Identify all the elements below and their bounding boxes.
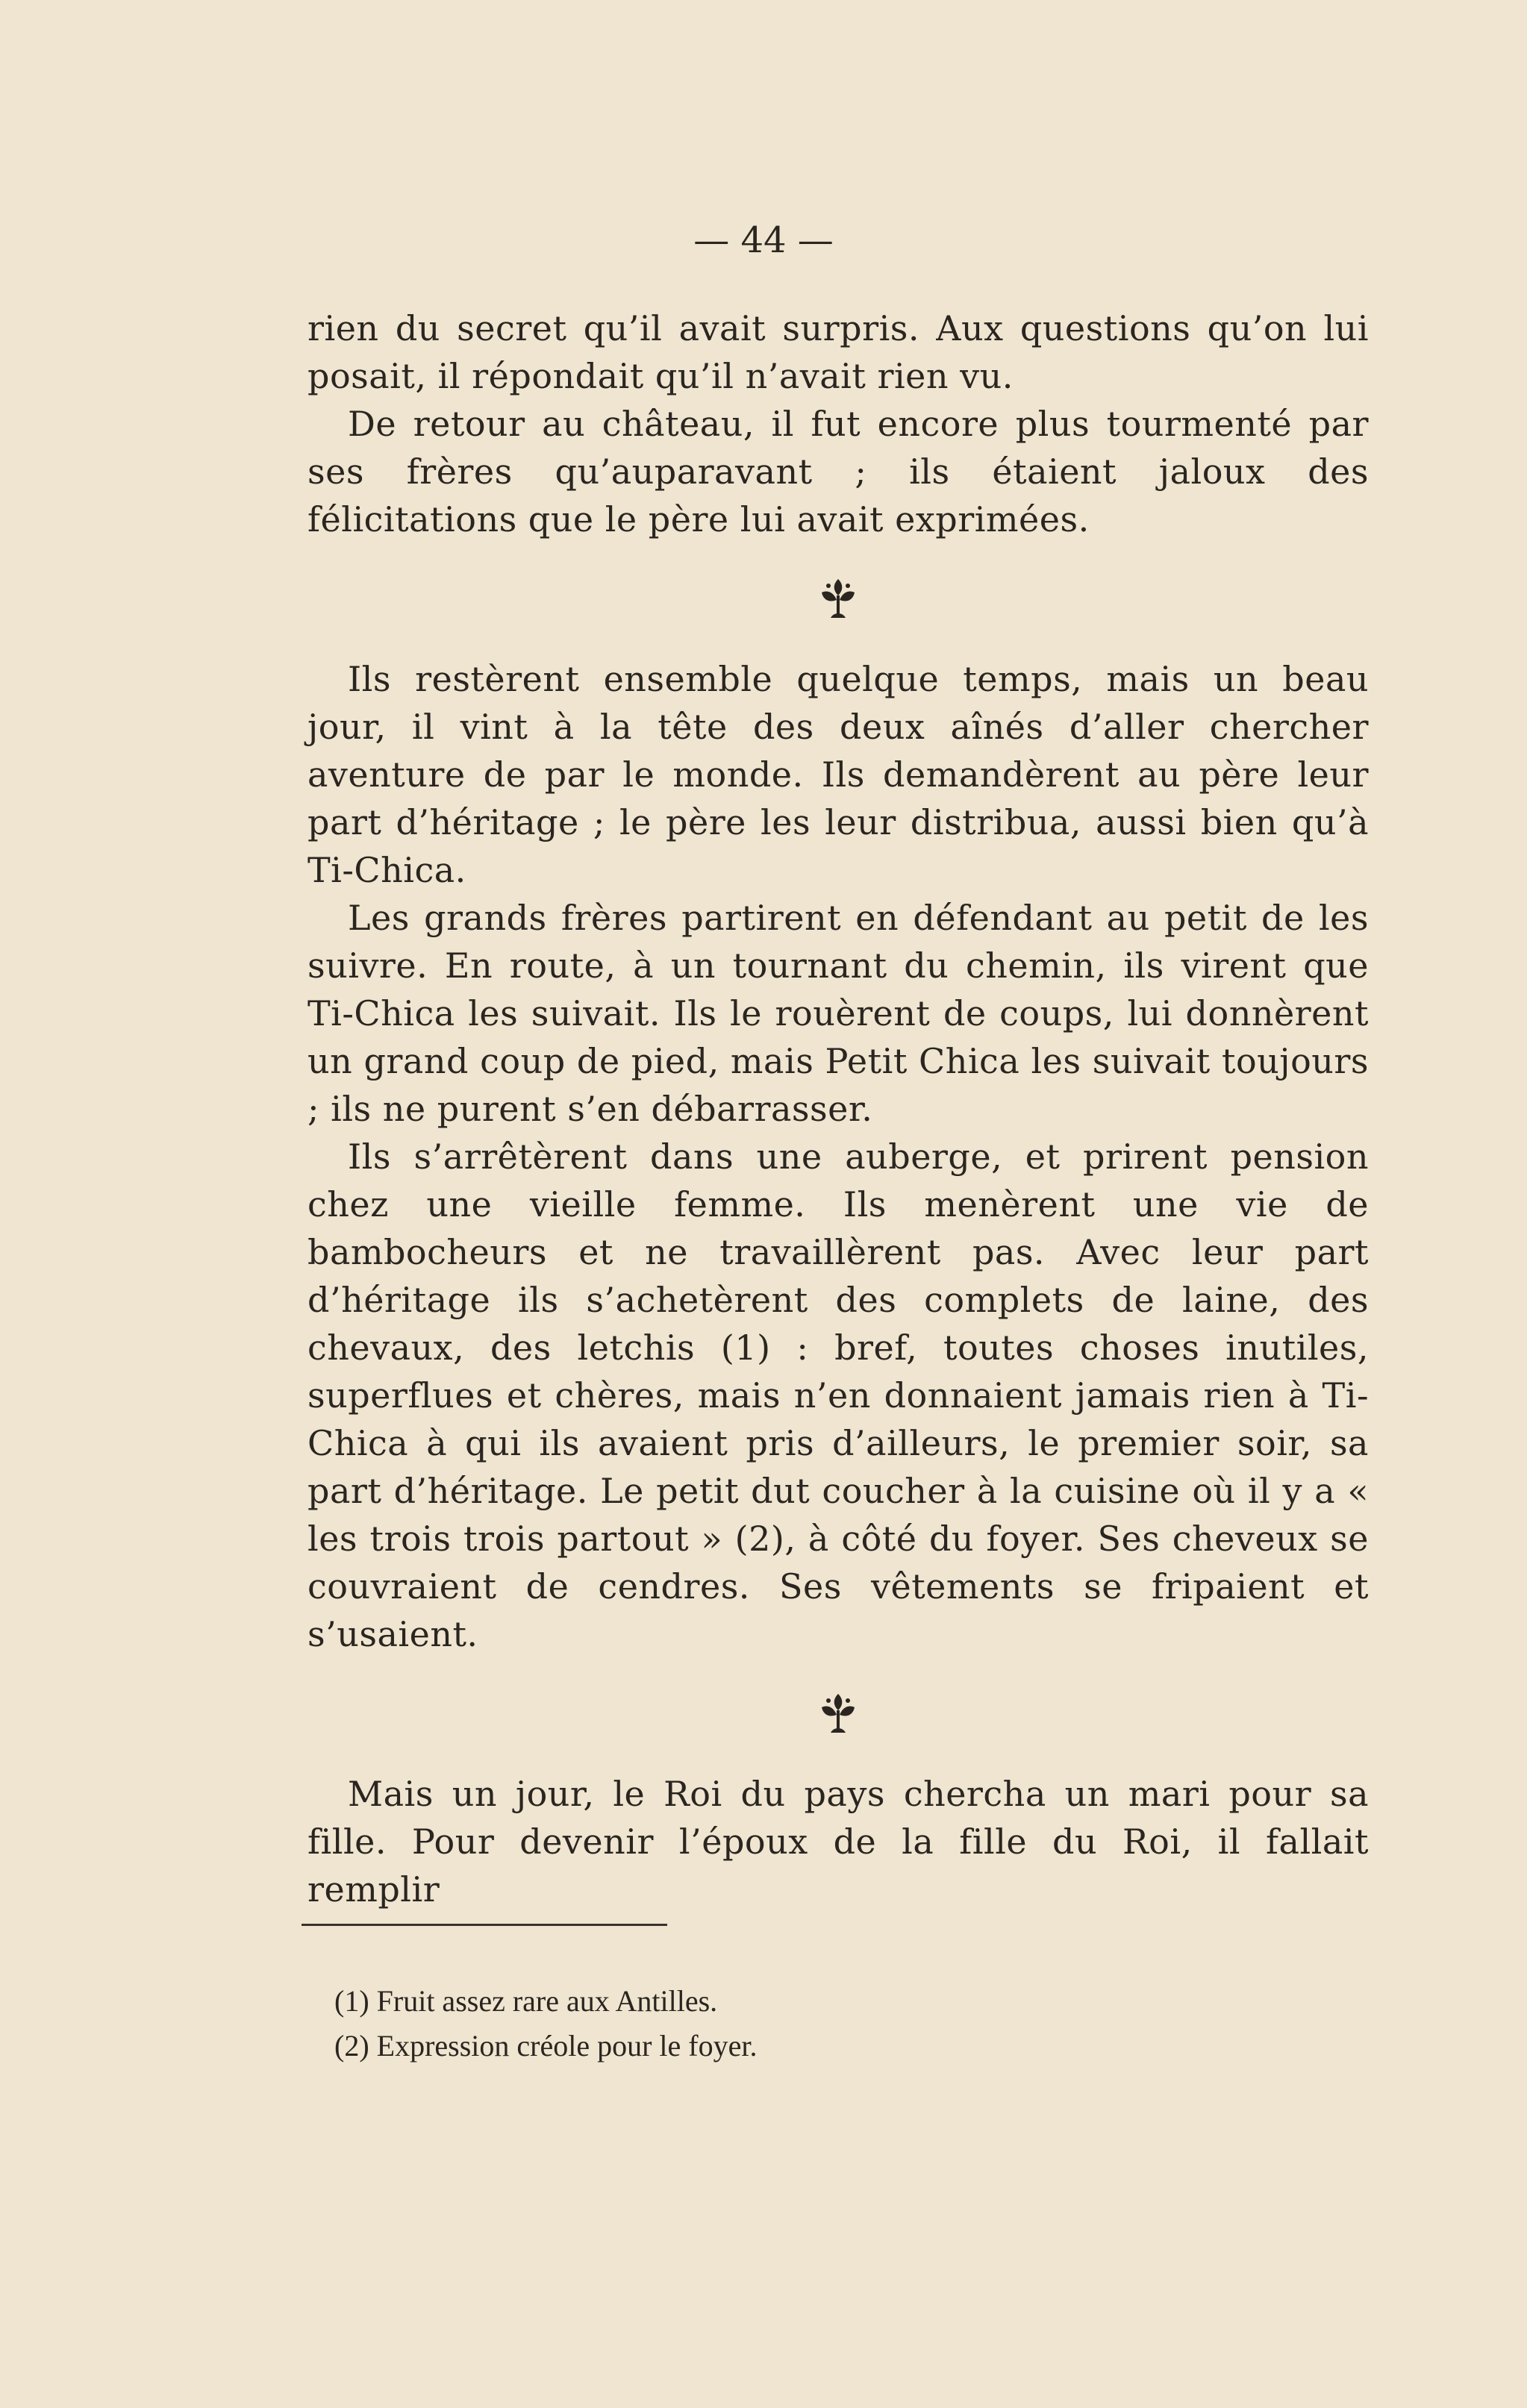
footnote-separator [302, 1924, 667, 1926]
paragraph: De retour au château, il fut encore plus tourmenté par ses frères qu’auparavant ; ils étaient jaloux des félicitations que le père lui avait exprimées. [307, 404, 1369, 540]
body-text [307, 304, 1369, 1913]
fleuron-icon [817, 1688, 859, 1740]
section-ornament [307, 1658, 1369, 1770]
paragraph: Ils s’arrêtèrent dans une auberge, et prirent pension chez une vieille femme. Ils menèrent une vie de bambocheurs et ne travaillèrent pas. Avec leur part d’héritage ils s’achetèrent des complets de laine, des chevaux, des letchis (1) : bref, toutes choses inutiles, superflues et chères, mais n’en donnaient jamais rien à Ti-Chica à qui ils avaient pris d’ailleurs, le premier soir, sa part d’héritage. Le petit dut coucher à la cuisine où il y a « les trois trois partout » (2), à côté du foyer. Ses cheveux se couvraient de cendres. Ses vêtements se fripaient et s’usaient. [307, 1136, 1369, 1654]
footnote: (2) Expression créole pour le foyer. [334, 2029, 758, 2063]
fleuron-icon [817, 573, 859, 625]
footnote: (1) Fruit assez rare aux Antilles. [334, 1984, 718, 2018]
page-number: — 44 — [693, 219, 834, 261]
paragraph: Mais un jour, le Roi du pays chercha un mari pour sa fille. Pour devenir l’époux de la fille du Roi, il fallait remplir [307, 1774, 1369, 1910]
footnotes [334, 1979, 1379, 2068]
paragraph: Les grands frères partirent en défendant au petit de les suivre. En route, à un tournant du chemin, ils virent que Ti-Chica les suivait. Ils le rouèrent de coups, lui donnèrent un grand coup de pied, mais Petit Chica les suivait toujours ; ils ne purent s’en débarrasser. [307, 898, 1369, 1129]
paragraph: rien du secret qu’il avait surpris. Aux questions qu’on lui posait, il répondait qu’il n’avait rien vu. [307, 308, 1369, 396]
paragraph: Ils restèrent ensemble quelque temps, mais un beau jour, il vint à la tête des deux aînés d’aller chercher aventure de par le monde. Ils demandèrent au père leur part d’héritage ; le père les leur distribua, aussi bien qu’à Ti-Chica. [307, 659, 1369, 890]
section-ornament [307, 543, 1369, 655]
